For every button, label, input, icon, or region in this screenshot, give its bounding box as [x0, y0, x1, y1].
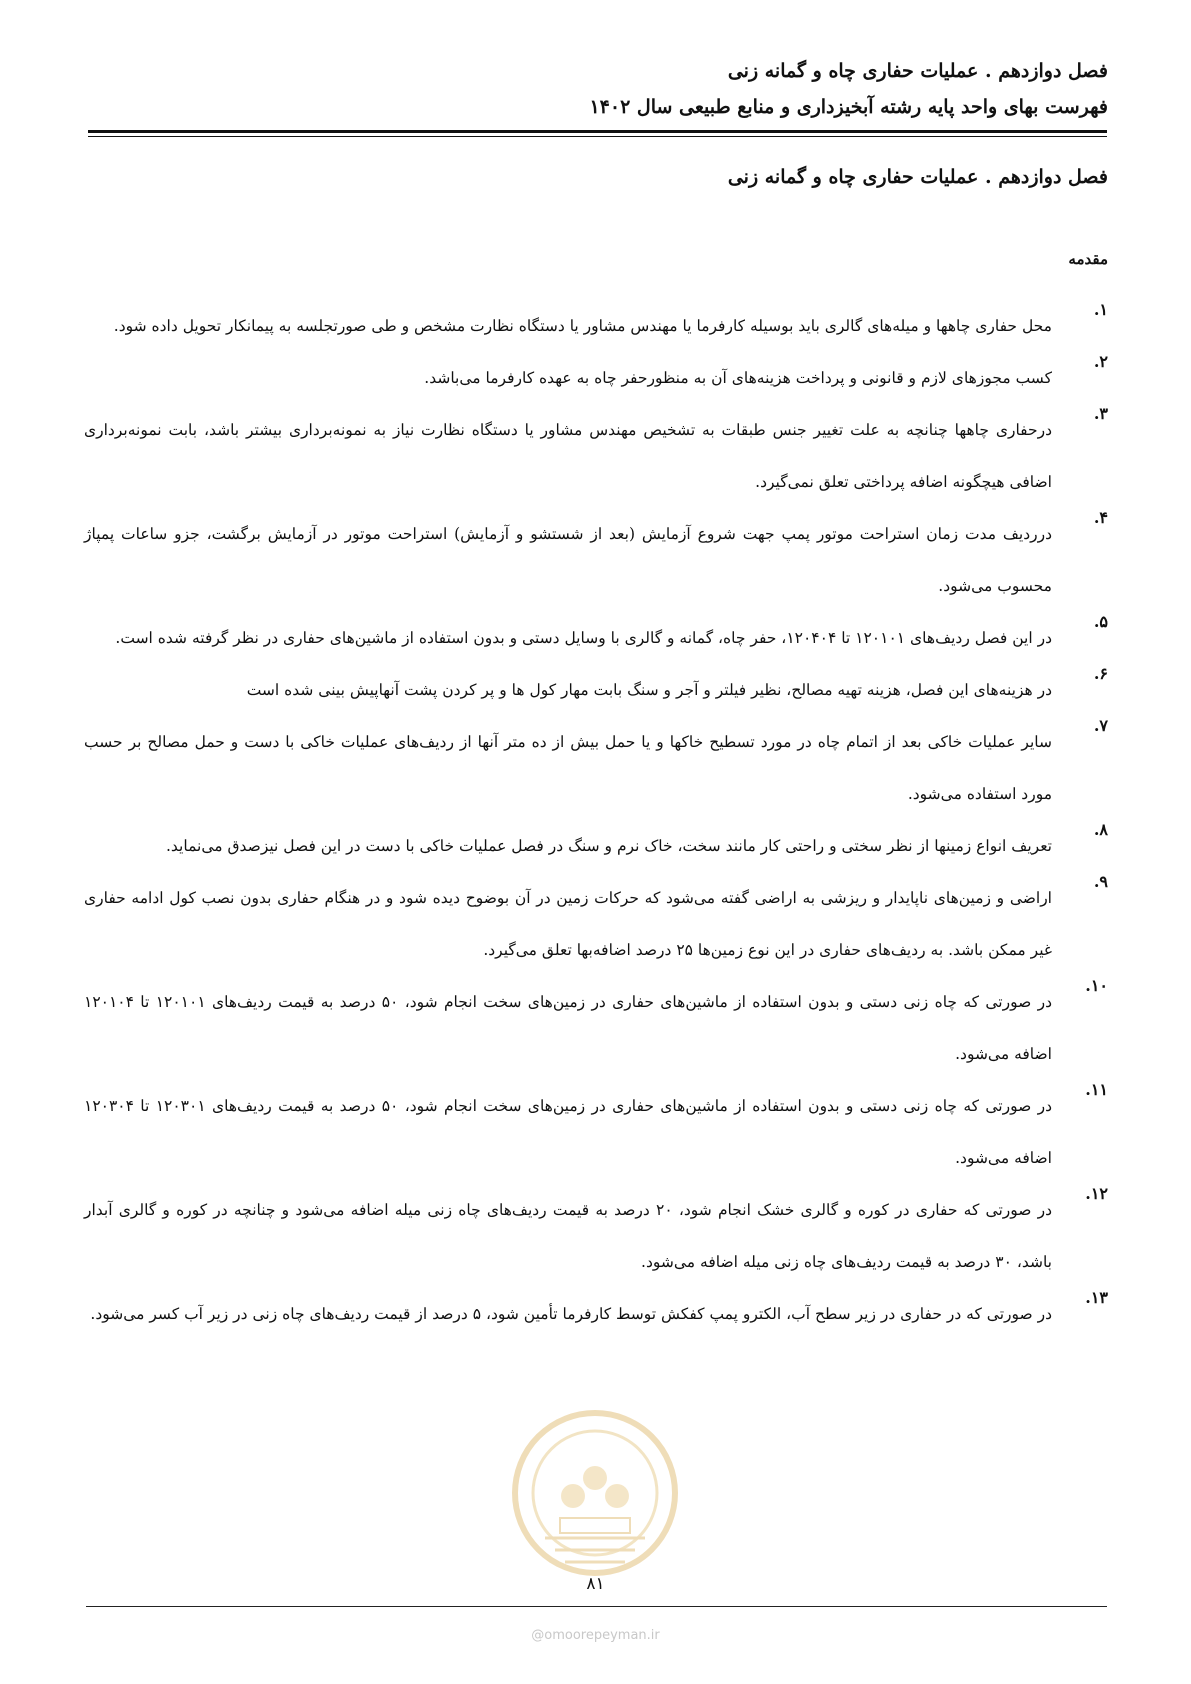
chapter-title: فصل دوازدهم . عملیات حفاری چاه و گمانه زنی	[727, 166, 1108, 188]
list-item	[84, 872, 1108, 976]
list-item	[84, 820, 1108, 872]
intro-items-list	[84, 300, 1108, 1340]
item-number: ۱.	[1093, 300, 1108, 319]
item-number: ۶.	[1093, 664, 1108, 683]
item-text: اراضی و زمین‌های ناپایدار و ریزشی به اراضی گفته می‌شود که حرکات زمین در آن بوضوح دیده شود و در هنگام حفاری بدون نصب کول ادامه حفاری غیر ممکن باشد. به ردیف‌های حفاری در این نوع زمین‌ها ۲۵ درصد اضافه‌بها تعلق می‌گیرد.	[84, 889, 1052, 959]
header-rule-thin	[88, 136, 1107, 137]
intro-heading: مقدمه	[1068, 250, 1108, 268]
item-text: در صورتی که حفاری در کوره و گالری خشک انجام شود، ۲۰ درصد به قیمت ردیف‌های چاه زنی میله اضافه می‌شود و چنانچه در کوره و گالری آبدار باشد، ۳۰ درصد به قیمت ردیف‌های چاه زنی میله اضافه می‌شود.	[84, 1201, 1052, 1271]
list-item	[84, 1288, 1108, 1340]
item-number: ۷.	[1093, 716, 1108, 735]
item-text: محل حفاری چاهها و میله‌های گالری باید بوسیله کارفرما یا مهندس مشاور یا دستگاه نظارت مشخص و طی صورتجلسه به پیمانکار تحویل داده شود.	[113, 317, 1052, 335]
footer-rule	[86, 1606, 1107, 1607]
item-number: ۱۱.	[1085, 1080, 1108, 1099]
list-item	[84, 1184, 1108, 1288]
item-number: ۸.	[1093, 820, 1108, 839]
header-price-list-line: فهرست بهای واحد پایه رشته آبخیزداری و منابع طبیعی سال ۱۴۰۲	[589, 96, 1108, 118]
list-item	[84, 1080, 1108, 1184]
page-number: ۸۱	[586, 1574, 605, 1594]
item-number: ۱۰.	[1085, 976, 1108, 995]
list-item	[84, 664, 1108, 716]
watermark-text: @omoorepeyman.ir	[531, 1628, 660, 1643]
item-text: تعریف انواع زمینها از نظر سختی و راحتی کار مانند سخت، خاک نرم و سنگ در فصل عملیات خاکی با دست در این فصل نیزصدق می‌نماید.	[165, 837, 1052, 855]
item-text: در صورتی که چاه زنی دستی و بدون استفاده از ماشین‌های حفاری در زمین‌های سخت انجام شود، ۵۰ درصد به قیمت ردیف‌های ۱۲۰۳۰۱ تا ۱۲۰۳۰۴ اضافه می‌شود.	[84, 1097, 1052, 1167]
item-number: ۹.	[1093, 872, 1108, 891]
item-text: در هزینه‌های این فصل، هزینه تهیه مصالح، نظیر فیلتر و آجر و سنگ بابت مهار کول ها و پر کردن پشت آنهاپیش بینی شده است	[246, 681, 1052, 699]
list-item	[84, 612, 1108, 664]
header-rule-thick	[88, 130, 1107, 133]
item-text: سایر عملیات خاکی بعد از اتمام چاه در مورد تسطیح خاکها و یا حمل بیش از ده متر آنها از ردیف‌های عملیات خاکی با دست و حمل مصالح بر حسب مورد استفاده می‌شود.	[84, 733, 1052, 803]
item-number: ۱۳.	[1085, 1288, 1108, 1307]
item-text: کسب مجوزهای لازم و قانونی و پرداخت هزینه‌های آن به منظورحفر چاه به عهده کارفرما می‌باشد.	[424, 369, 1052, 387]
item-text: در صورتی که در حفاری در زیر سطح آب، الکترو پمپ کفکش توسط کارفرما تأمین شود، ۵ درصد از قیمت ردیف‌های چاه زنی در زیر آب کسر می‌شود.	[90, 1305, 1052, 1323]
list-item	[84, 716, 1108, 820]
watermark-seal-icon	[505, 1398, 685, 1598]
item-text: درحفاری چاهها چنانچه به علت تغییر جنس طبقات به تشخیص مهندس مشاور یا دستگاه نظارت نیاز به نمونه‌برداری بیشتر باشد، بابت نمونه‌برداری اضافی هیچگونه اضافه پرداختی تعلق نمی‌گیرد.	[84, 421, 1052, 491]
item-text: درردیف مدت زمان استراحت موتور پمپ جهت شروع آزمایش (بعد از شستشو و آزمایش) استراحت موتور در آزمایش برگشت، جزو ساعات پمپاژ محسوب می‌شود.	[84, 525, 1052, 595]
item-number: ۱۲.	[1085, 1184, 1108, 1203]
list-item	[84, 508, 1108, 612]
list-item	[84, 404, 1108, 508]
list-item	[84, 352, 1108, 404]
list-item	[84, 300, 1108, 352]
item-number: ۳.	[1093, 404, 1108, 423]
header-chapter-line: فصل دوازدهم . عملیات حفاری چاه و گمانه زنی	[727, 60, 1108, 82]
item-number: ۵.	[1093, 612, 1108, 631]
item-number: ۲.	[1093, 352, 1108, 371]
item-number: ۴.	[1093, 508, 1108, 527]
item-text: در صورتی که چاه زنی دستی و بدون استفاده از ماشین‌های حفاری در زمین‌های سخت انجام شود، ۵۰ درصد به قیمت ردیف‌های ۱۲۰۱۰۱ تا ۱۲۰۱۰۴ اضافه می‌شود.	[84, 993, 1052, 1063]
list-item	[84, 976, 1108, 1080]
item-text: در این فصل ردیف‌های ۱۲۰۱۰۱ تا ۱۲۰۴۰۴، حفر چاه، گمانه و گالری با وسایل دستی و بدون استفاده از ماشین‌های حفاری در نظر گرفته شده است.	[115, 629, 1052, 647]
